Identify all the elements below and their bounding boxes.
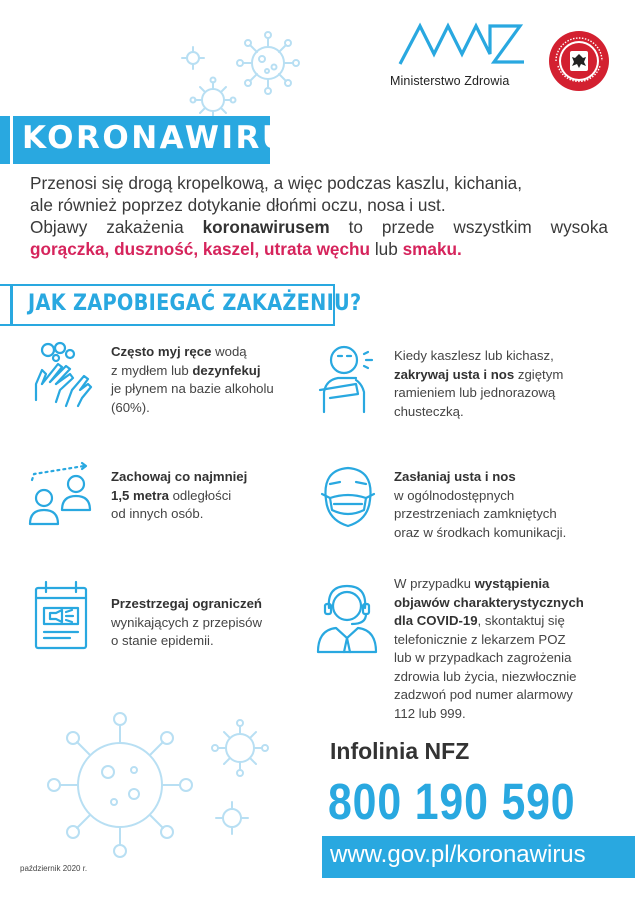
tip-call-doctor: W przypadku wystąpienia objawów charakterystycznych dla COVID-19, skontaktuj się telefonicznie z lekarzem POZ lub w przypadkach zagrożenia zdrowia lub życia, niezwłocznie zadzwoń pod numer alarmowy 112 lub 999. — [394, 576, 584, 721]
notice-board-icon — [30, 580, 92, 652]
subtitle: JAK ZAPOBIEGAĆ ZAKAŻENIU? — [28, 290, 362, 316]
intro-paragraph — [30, 172, 608, 260]
website-link[interactable]: www.gov.pl/koronawirus — [330, 841, 586, 868]
tip-wash-hands: Często myj ręce wodą z mydłem lub dezynfekuj je płynem na bazie alkoholu (60%). — [111, 344, 274, 415]
ministry-name: Ministerstwo Zdrowia — [390, 74, 510, 88]
tip-cover-face: Zasłaniaj usta i nos w ogólnodostępnych przestrzeniach zamkniętych oraz w środkach komunikacji. — [394, 469, 567, 540]
page-title: KORONAWIRUS — [22, 120, 315, 156]
intro-line-4: gorączka, duszność, kaszel, utrata węchu lub smaku. — [30, 239, 462, 259]
intro-line-3: Objawy zakażenia koronawirusem to przede wszystkim wysoka — [30, 217, 608, 237]
tip-keep-distance: Zachowaj co najmniej 1,5 metra odległości od innych osób. — [111, 469, 248, 521]
face-mask-icon — [316, 462, 380, 534]
intro-line-2: ale również poprzez dotykanie dłońmi oczu, nosa i ust. — [30, 195, 446, 215]
tip-follow-restrictions: Przestrzegaj ograniczeń wynikających z przepisów o stanie epidemii. — [111, 596, 262, 648]
tip-cover-cough: Kiedy kaszlesz lub kichasz, zakrywaj usta i nos zgiętym ramieniem lub jednorazową chusteczką. — [394, 348, 564, 419]
virus-illustration-top — [175, 18, 305, 128]
intro-line-1: Przenosi się drogą kropelkową, a więc podczas kaszlu, kichania, — [30, 173, 523, 193]
hotline-number[interactable]: 800 190 590 — [328, 773, 576, 830]
social-distance-icon — [26, 460, 96, 530]
publication-date: październik 2020 r. — [20, 864, 88, 873]
call-center-icon — [312, 580, 382, 654]
virus-illustration-bottom — [10, 690, 300, 870]
ministry-logo — [398, 22, 526, 66]
hand-washing-icon — [28, 340, 100, 410]
hotline-label: Infolinia NFZ — [330, 738, 470, 764]
cough-into-elbow-icon — [316, 340, 382, 416]
sanitary-inspection-seal — [548, 30, 610, 92]
